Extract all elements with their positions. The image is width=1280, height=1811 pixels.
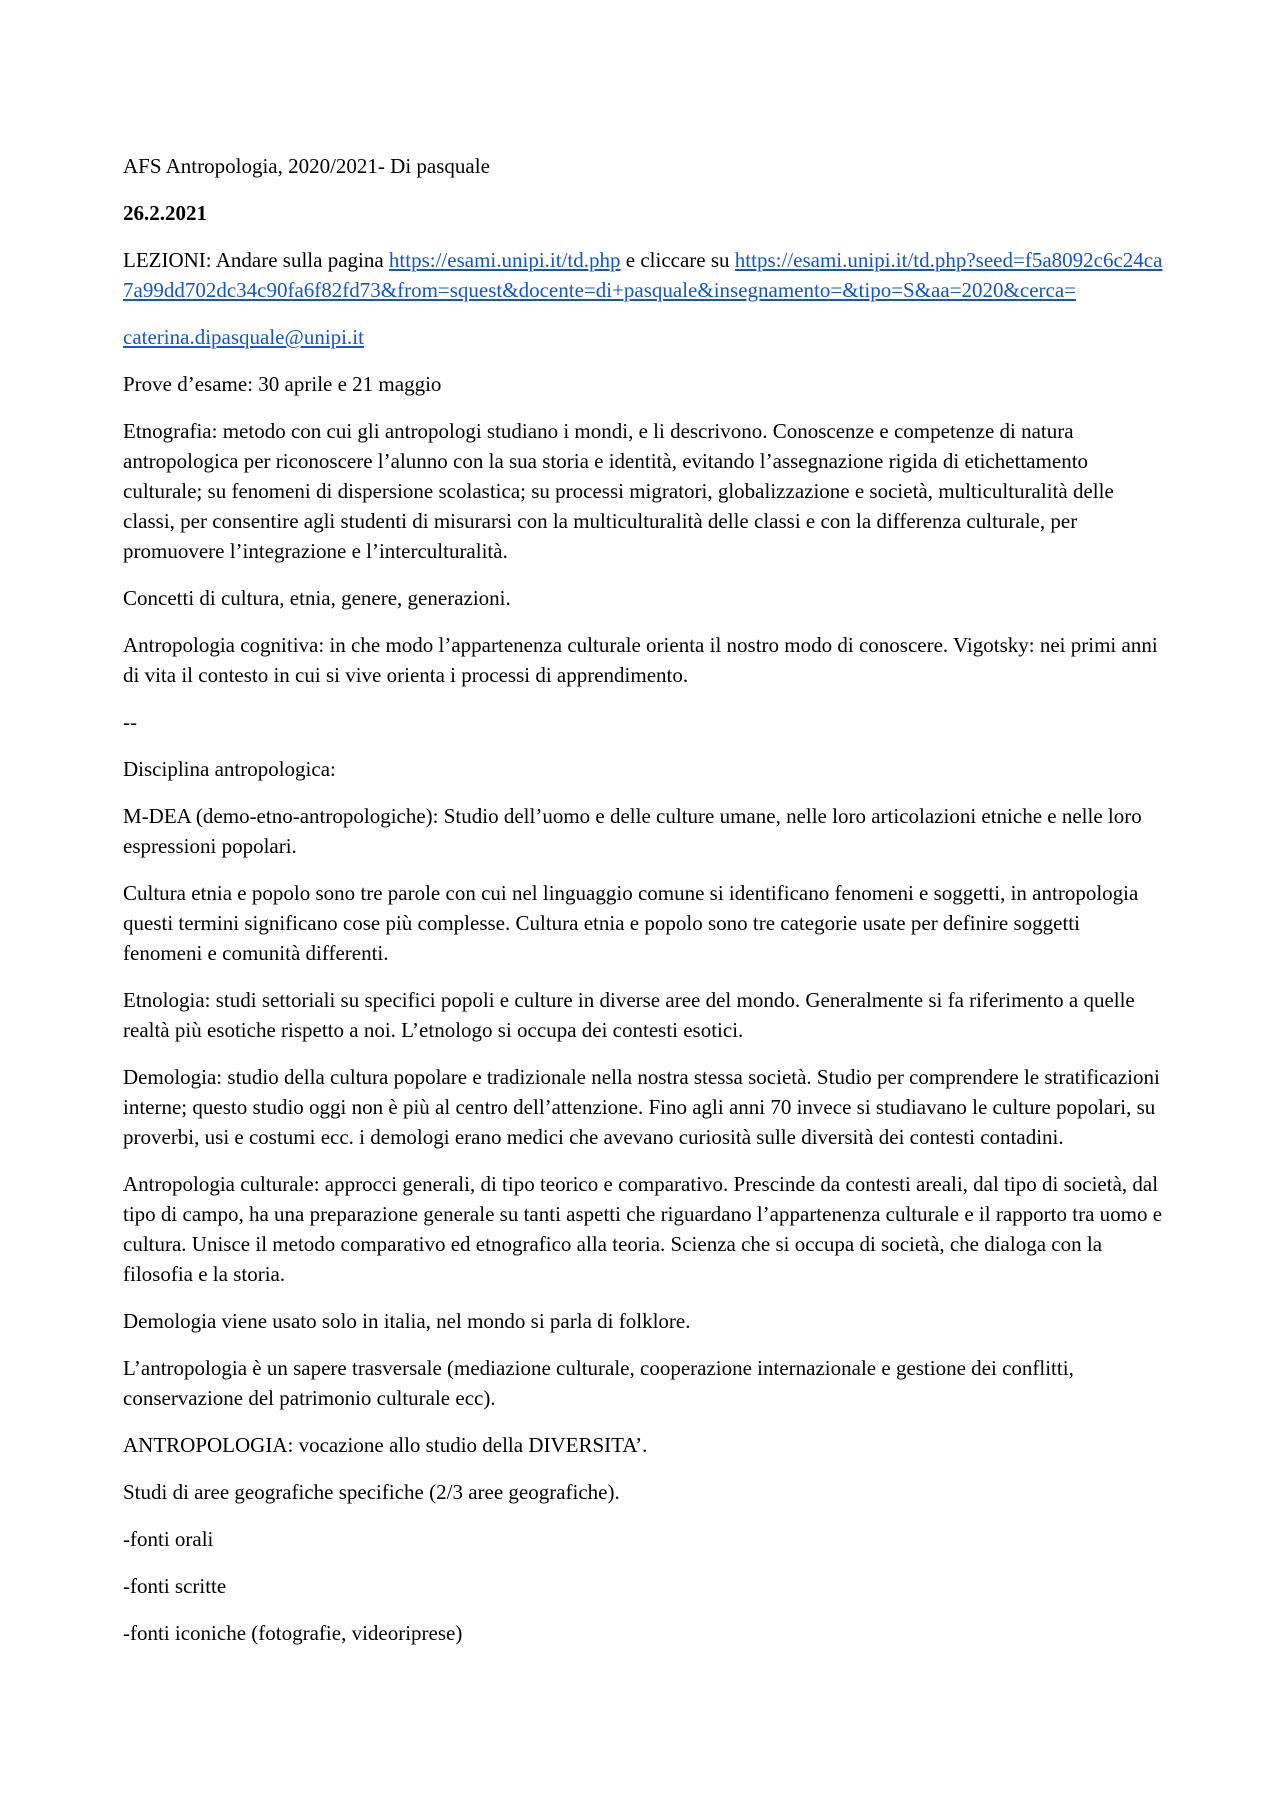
paragraph-aree-geografiche: Studi di aree geografiche specifiche (2/3 aree geografiche). — [123, 1480, 620, 1504]
lezioni-paragraph — [123, 245, 1163, 305]
paragraph-exam-dates: Prove d’esame: 30 aprile e 21 maggio — [123, 372, 442, 396]
paragraph-m-dea: M-DEA (demo-etno-antropologiche): Studio dell’uomo e delle culture umane, nelle loro articolazioni etniche e nelle loro espressioni popolari. — [123, 804, 1142, 858]
paragraph-antropologia-culturale: Antropologia culturale: approcci generali, di tipo teorico e comparativo. Prescinde da contesti areali, dal tipo di società, dal tipo di campo, ha una preparazione generale su tanti aspetti che riguardano l’appartenenza culturale e il rapporto tra uomo e cultura. Unisce il metodo comparativo ed etnografico alla teoria. Scienza che si occupa di società, che dialoga con la filosofia e la storia. — [123, 1172, 1163, 1286]
separator-text: -- — [123, 710, 137, 734]
email-link[interactable]: caterina.dipasquale@unipi.it — [123, 325, 364, 349]
paragraph-etnologia: Etnologia: studi settoriali su specifici popoli e culture in diverse aree del mondo. Generalmente si fa riferimento a quelle realtà più esotiche rispetto a noi. L’etnologo si occupa dei contesti esotici. — [123, 988, 1135, 1042]
paragraph-diversita: ANTROPOLOGIA: vocazione allo studio della DIVERSITA’. — [123, 1433, 648, 1457]
lezioni-middle: e cliccare su — [620, 248, 735, 272]
esami-link[interactable]: https://esami.unipi.it/td.php — [388, 248, 621, 272]
list-item-fonti-iconiche: -fonti iconiche (fotografie, videoriprese) — [123, 1621, 463, 1645]
paragraph-disciplina: Disciplina antropologica: — [123, 757, 336, 781]
lezioni-prefix: LEZIONI: Andare sulla pagina — [123, 248, 389, 272]
paragraph-sapere-trasversale: L’antropologia è un sapere trasversale (mediazione culturale, cooperazione internazionale e gestione dei conflitti, conservazione del patrimonio culturale ecc). — [123, 1356, 1074, 1410]
paragraph-folklore: Demologia viene usato solo in italia, nel mondo si parla di folklore. — [123, 1309, 691, 1333]
paragraph-antropologia-cognitiva: Antropologia cognitiva: in che modo l’appartenenza culturale orienta il nostro modo di conoscere. Vigotsky: nei primi anni di vita il contesto in cui si vive orienta i processi di apprendimento. — [123, 633, 1158, 687]
email-paragraph — [123, 322, 1163, 352]
list-item-fonti-scritte: -fonti scritte — [123, 1574, 227, 1598]
esami-search-link[interactable]: https://esami.unipi.it/td.php?seed=f5a8092c6c24ca7a99dd702dc34c90fa6f82fd73&from=squest&docente=di+pasquale&insegnamento=&tipo=S&aa=2020&cerca= — [123, 248, 1163, 302]
document-date: 26.2.2021 — [123, 201, 207, 225]
paragraph-etnografia: Etnografia: metodo con cui gli antropologi studiano i mondi, e li descrivono. Conoscenze e competenze di natura antropologica per riconoscere l’alunno con la sua storia e identità, evitando l’assegnazione rigida di etichettamento culturale; su fenomeni di dispersione scolastica; su processi migratori, globalizzazione e società, multiculturalità delle classi, per consentire agli studenti di misurarsi con la multiculturalità delle classi e con la differenza culturale, per promuovere l’integrazione e l’interculturalità. — [123, 419, 1114, 563]
document-page — [123, 151, 1163, 1665]
document-title: AFS Antropologia, 2020/2021- Di pasquale — [123, 154, 490, 178]
paragraph-concetti: Concetti di cultura, etnia, genere, generazioni. — [123, 586, 511, 610]
paragraph-demologia: Demologia: studio della cultura popolare e tradizionale nella nostra stessa società. Studio per comprendere le stratificazioni interne; questo studio oggi non è più al centro dell’attenzione. Fino agli anni 70 invece si studiavano le culture popolari, su proverbi, usi e costumi ecc. i demologi erano medici che avevano curiosità sulle diversità dei contesti contadini. — [123, 1065, 1160, 1149]
paragraph-cultura-etnia-popolo: Cultura etnia e popolo sono tre parole con cui nel linguaggio comune si identificano fenomeni e soggetti, in antropologia questi termini significano cose più complesse. Cultura etnia e popolo sono tre categorie usate per definire soggetti fenomeni e comunità differenti. — [123, 881, 1139, 965]
list-item-fonti-orali: -fonti orali — [123, 1527, 214, 1551]
